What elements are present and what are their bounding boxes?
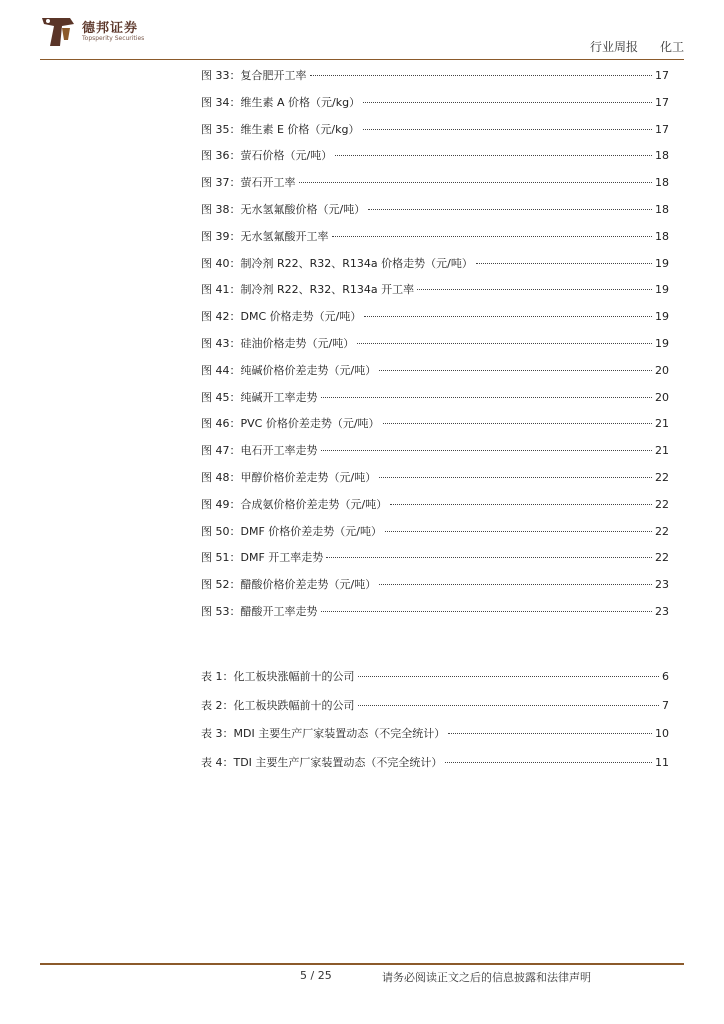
figure-page-number: 18 bbox=[655, 229, 669, 243]
legal-disclaimer: 请务必阅读正文之后的信息披露和法律声明 bbox=[382, 971, 591, 984]
figure-page-number: 20 bbox=[655, 390, 669, 404]
figure-entry[interactable] bbox=[201, 308, 669, 326]
figure-title: 图 52：醋酸价格价差走势（元/吨） bbox=[201, 578, 377, 592]
figure-page-number: 17 bbox=[655, 69, 669, 82]
figure-title: 图 46：PVC 价格价差走势（元/吨） bbox=[201, 417, 380, 431]
figure-page-number: 17 bbox=[655, 122, 669, 136]
figure-page-number: 22 bbox=[655, 471, 669, 484]
figure-title: 图 49：合成氨价格价差走势（元/吨） bbox=[201, 497, 388, 511]
table-page-number: 10 bbox=[655, 727, 669, 740]
dot-leader bbox=[332, 236, 653, 237]
figure-entry[interactable] bbox=[201, 496, 669, 514]
logo-icon bbox=[40, 14, 76, 48]
figure-page-number: 19 bbox=[655, 256, 669, 270]
page-indicator: 5 / 25 bbox=[300, 969, 332, 982]
figure-page-number: 22 bbox=[655, 524, 669, 538]
table-entry[interactable] bbox=[201, 668, 669, 686]
figure-title: 图 34：维生素 A 价格（元/kg） bbox=[201, 95, 361, 109]
dot-leader bbox=[417, 289, 652, 290]
figure-title: 图 39：无水氢氟酸开工率 bbox=[201, 229, 329, 243]
figure-title: 图 38：无水氢氟酸价格（元/吨） bbox=[201, 203, 366, 216]
figure-entry[interactable] bbox=[201, 469, 669, 487]
figure-title: 图 36：萤石价格（元/吨） bbox=[201, 149, 333, 163]
dot-leader bbox=[335, 155, 652, 156]
figure-page-number: 21 bbox=[655, 417, 669, 431]
dot-leader bbox=[379, 370, 652, 371]
figure-entry[interactable] bbox=[201, 415, 669, 433]
figure-title: 图 47：电石开工率走势 bbox=[201, 444, 318, 458]
table-page-number: 11 bbox=[655, 755, 669, 769]
dot-leader bbox=[326, 557, 652, 558]
figure-entry[interactable] bbox=[201, 255, 669, 273]
figure-page-number: 20 bbox=[655, 363, 669, 377]
figure-entry[interactable] bbox=[201, 94, 669, 112]
figure-page-number: 22 bbox=[655, 497, 669, 511]
table-entry[interactable] bbox=[201, 754, 669, 772]
figure-page-number: 17 bbox=[655, 95, 669, 109]
figure-entry[interactable] bbox=[201, 576, 669, 594]
figure-entry[interactable] bbox=[201, 201, 669, 219]
figure-page-number: 23 bbox=[655, 578, 669, 592]
dot-leader bbox=[383, 423, 652, 424]
figure-entry[interactable] bbox=[201, 442, 669, 460]
dot-leader bbox=[299, 182, 653, 183]
table-page-number: 6 bbox=[662, 670, 669, 683]
figure-title: 图 37：萤石开工率 bbox=[201, 176, 296, 190]
figure-title: 图 45：纯碱开工率走势 bbox=[201, 390, 318, 404]
footer-divider bbox=[40, 963, 684, 965]
figure-entry[interactable] bbox=[201, 362, 669, 380]
brand-name-en: Topsperity Securities bbox=[82, 35, 145, 42]
dot-leader bbox=[363, 102, 652, 103]
dot-leader bbox=[379, 477, 652, 478]
dot-leader bbox=[321, 397, 653, 398]
figure-title: 图 42：DMC 价格走势（元/吨） bbox=[201, 310, 362, 324]
dot-leader bbox=[379, 584, 652, 585]
figure-title: 图 33：复合肥开工率 bbox=[201, 69, 307, 82]
figure-entry[interactable] bbox=[201, 549, 669, 567]
figure-title: 图 43：硅油价格走势（元/吨） bbox=[201, 337, 355, 350]
figure-page-number: 23 bbox=[655, 605, 669, 618]
figure-entry[interactable] bbox=[201, 603, 669, 621]
figure-page-number: 19 bbox=[655, 310, 669, 324]
page-header bbox=[0, 0, 724, 60]
figure-page-number: 19 bbox=[655, 283, 669, 297]
dot-leader bbox=[368, 209, 652, 210]
figure-title: 图 48：甲醇价格价差走势（元/吨） bbox=[201, 471, 377, 484]
dot-leader bbox=[363, 129, 653, 130]
table-title: 表 1：化工板块涨幅前十的公司 bbox=[201, 670, 355, 683]
figure-title: 图 53：醋酸开工率走势 bbox=[201, 605, 318, 618]
figure-page-number: 21 bbox=[655, 444, 669, 458]
dot-leader bbox=[476, 263, 652, 264]
dot-leader bbox=[321, 611, 653, 612]
brand-name-cn: 德邦证券 bbox=[82, 21, 139, 36]
header-category bbox=[590, 38, 684, 55]
dot-leader bbox=[358, 676, 660, 677]
table-entry[interactable] bbox=[201, 725, 669, 743]
figure-title: 图 40：制冷剂 R22、R32、R134a 价格走势（元/吨） bbox=[201, 256, 473, 270]
figure-title: 图 51：DMF 开工率走势 bbox=[201, 551, 324, 565]
dot-leader bbox=[385, 531, 652, 532]
industry-label: 化工 bbox=[659, 40, 684, 54]
figure-entry[interactable] bbox=[201, 147, 669, 165]
figure-page-number: 22 bbox=[655, 551, 669, 565]
dot-leader bbox=[357, 343, 652, 344]
figure-page-number: 18 bbox=[655, 176, 669, 190]
dot-leader bbox=[390, 504, 652, 505]
figure-title: 图 50：DMF 价格价差走势（元/吨） bbox=[201, 524, 382, 538]
table-entry[interactable] bbox=[201, 697, 669, 715]
figure-entry[interactable] bbox=[201, 281, 669, 299]
figure-entry[interactable] bbox=[201, 335, 669, 353]
figure-title: 图 44：纯碱价格价差走势（元/吨） bbox=[201, 363, 377, 377]
dot-leader bbox=[310, 75, 653, 76]
dot-leader bbox=[445, 762, 652, 763]
header-divider bbox=[40, 59, 684, 60]
figure-entry[interactable] bbox=[201, 389, 669, 407]
figure-title: 图 41：制冷剂 R22、R32、R134a 开工率 bbox=[201, 283, 415, 297]
table-title: 表 4：TDI 主要生产厂家装置动态（不完全统计） bbox=[201, 755, 443, 769]
figure-page-number: 18 bbox=[655, 203, 669, 216]
figure-entry[interactable] bbox=[201, 121, 669, 139]
report-type: 行业周报 bbox=[589, 40, 638, 54]
figure-entry[interactable] bbox=[201, 174, 669, 192]
figure-entry[interactable] bbox=[201, 523, 669, 541]
table-title: 表 3：MDI 主要生产厂家装置动态（不完全统计） bbox=[201, 727, 446, 740]
figure-entry[interactable] bbox=[201, 67, 669, 85]
brand-logo bbox=[40, 14, 145, 48]
table-page-number: 7 bbox=[662, 698, 669, 712]
dot-leader bbox=[358, 705, 660, 706]
figure-page-number: 19 bbox=[655, 337, 669, 350]
dot-leader bbox=[364, 316, 652, 317]
figure-title: 图 35：维生素 E 价格（元/kg） bbox=[201, 122, 360, 136]
dot-leader bbox=[448, 733, 652, 734]
dot-leader bbox=[321, 450, 653, 451]
figure-entry[interactable] bbox=[201, 228, 669, 246]
table-title: 表 2：化工板块跌幅前十的公司 bbox=[201, 698, 355, 712]
figure-page-number: 18 bbox=[655, 149, 669, 163]
